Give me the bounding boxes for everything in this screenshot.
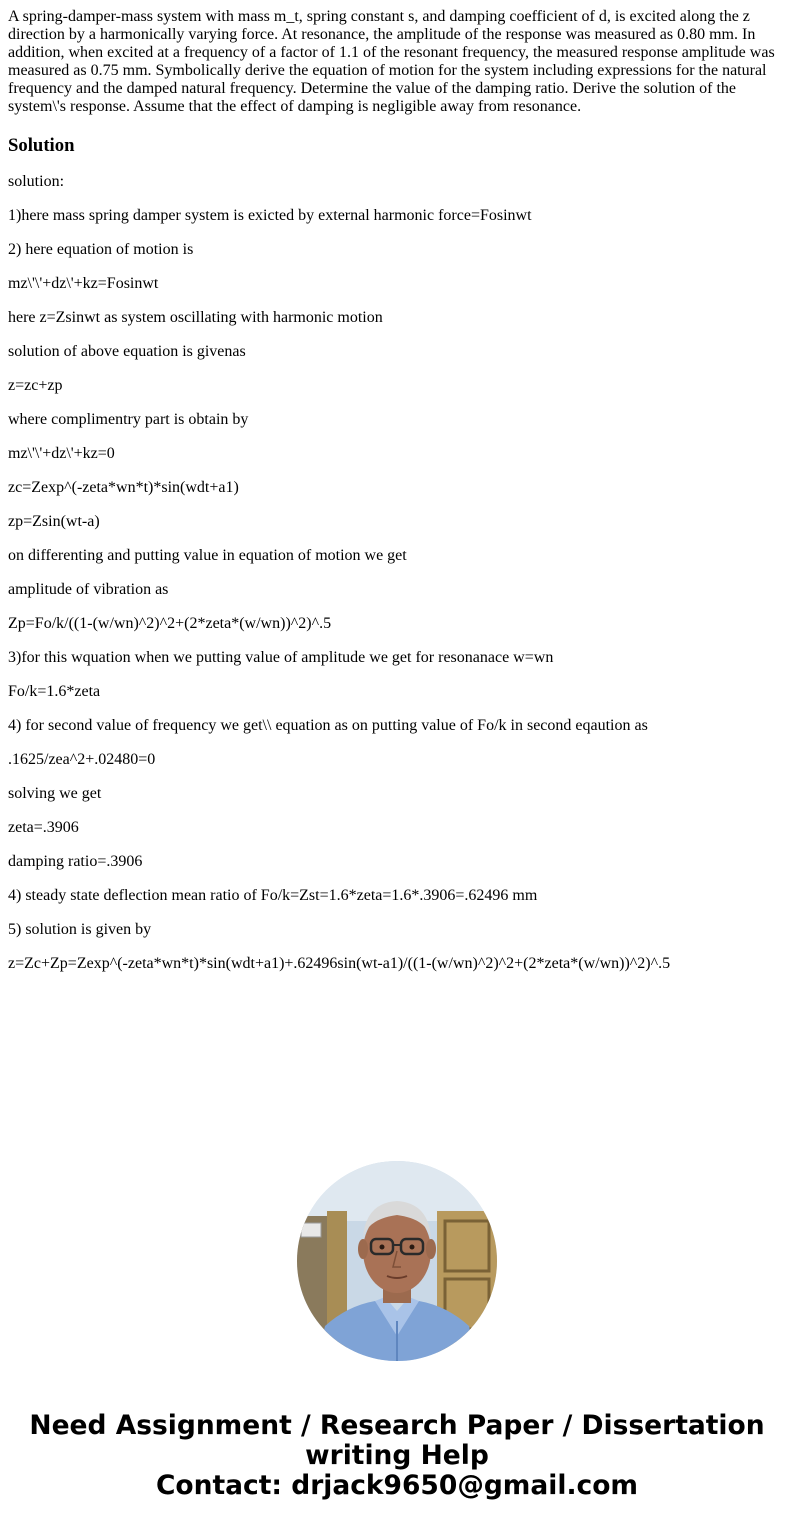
solution-line: amplitude of vibration as — [8, 581, 169, 598]
solution-line: mz\'\'+dz\'+kz=Fosinwt — [8, 275, 159, 292]
solution-line: z=Zc+Zp=Zexp^(-zeta*wn*t)*sin(wdt+a1)+.62496sin(wt-a1)/((1-(w/wn)^2)^2+(2*zeta*(w/wn))^2)^.5 — [8, 955, 671, 972]
author-avatar — [297, 1161, 497, 1361]
solution-line: 3)for this wquation when we putting value of amplitude we get for resonanace w=wn — [8, 649, 554, 666]
solution-line: solution of above equation is givenas — [8, 343, 246, 360]
solution-line: Fo/k=1.6*zeta — [8, 683, 101, 700]
solution-line: Zp=Fo/k/((1-(w/wn)^2)^2+(2*zeta*(w/wn))^2)^.5 — [8, 615, 332, 632]
solution-line: zeta=.3906 — [8, 819, 79, 836]
solution-line: 4) for second value of frequency we get\\ equation as on putting value of Fo/k in second eqaution as — [8, 717, 648, 734]
question-text: A spring-damper-mass system with mass m_t, spring constant s, and damping coefficient of d, is excited along the z direction by a harmonically varying force. At resonance, the amplitude of the response was measured as 0.80 mm. In addition, when excited at a frequency of a factor of 1.1 of the resonant frequency, the measured response amplitude was measured as 0.75 mm. Symbolically derive the equation of motion for the system including expressions for the natural frequency and the damped natural frequency. Determine the value of the damping ratio. Derive the solution of the system\'s response. Assume that the effect of damping is negligible away from resonance. — [8, 8, 775, 115]
solution-heading: Solution — [8, 135, 75, 156]
solution-line: zc=Zexp^(-zeta*wn*t)*sin(wdt+a1) — [8, 479, 239, 496]
solution-line: solving we get — [8, 785, 102, 802]
solution-line: 2) here equation of motion is — [8, 241, 194, 258]
solution-line: z=zc+zp — [8, 377, 63, 394]
solution-body — [8, 173, 786, 973]
solution-line: where complimentry part is obtain by — [8, 411, 249, 428]
author-portrait-image — [297, 1161, 497, 1361]
solution-line: on differenting and putting value in equation of motion we get — [8, 547, 407, 564]
solution-line: 4) steady state deflection mean ratio of Fo/k=Zst=1.6*zeta=1.6*.3906=.62496 mm — [8, 887, 538, 904]
solution-line: mz\'\'+dz\'+kz=0 — [8, 445, 115, 462]
solution-line: 1)here mass spring damper system is exicted by external harmonic force=Fosinwt — [8, 207, 532, 224]
solution-line: .1625/zea^2+.02480=0 — [8, 751, 156, 768]
promo-banner — [0, 1411, 794, 1501]
solution-line: zp=Zsin(wt-a) — [8, 513, 100, 530]
solution-line: solution: — [8, 173, 65, 190]
solution-line: damping ratio=.3906 — [8, 853, 143, 870]
solution-line: here z=Zsinwt as system oscillating with harmonic motion — [8, 309, 383, 326]
promo-line-1: Need Assignment / Research Paper / Dissertation — [29, 1410, 765, 1441]
promo-contact: Contact: drjack9650@gmail.com — [155, 1470, 639, 1501]
solution-line: 5) solution is given by — [8, 921, 152, 938]
promo-line-2: writing Help — [305, 1440, 489, 1471]
